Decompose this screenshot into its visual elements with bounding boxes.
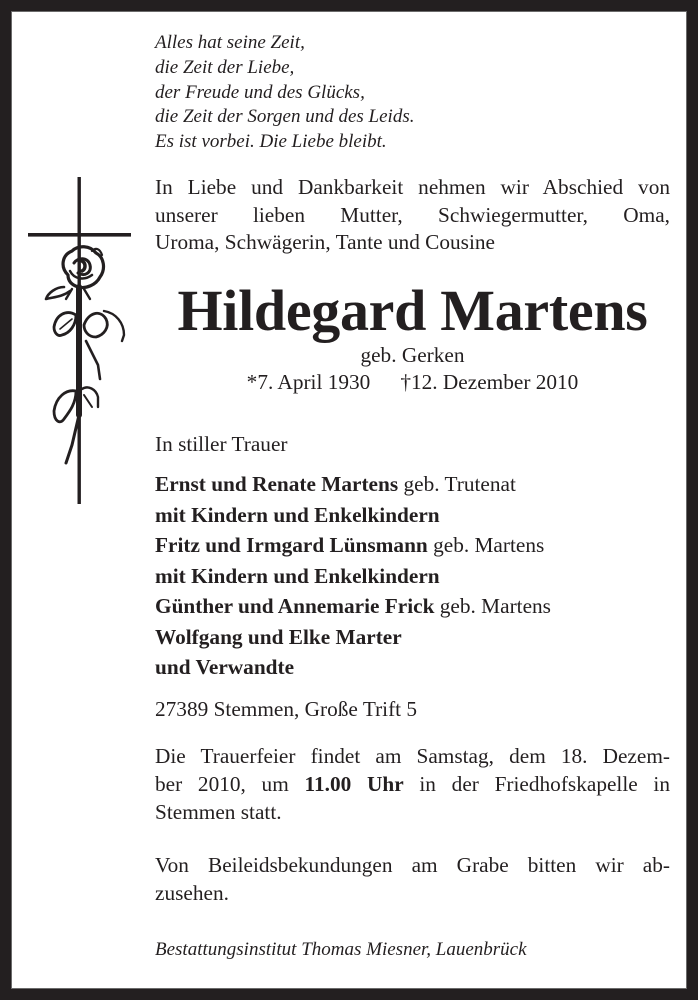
mourners-list bbox=[155, 469, 551, 683]
poem-line: der Freude und des Glücks, bbox=[155, 81, 365, 103]
maiden-name: geb. Gerken bbox=[360, 343, 465, 367]
mourner-suffix: geb. Martens bbox=[434, 594, 551, 618]
mourner-name: Fritz und Irmgard Lünsmann bbox=[155, 533, 428, 557]
death-symbol: † bbox=[400, 370, 411, 394]
undertaker: Bestattungsinstitut Thomas Miesner, Lauenbrück bbox=[155, 939, 527, 960]
funeral-text: in der Friedhofskapelle in bbox=[403, 772, 670, 796]
funeral-line: Die Trauerfeier findet am Samstag, dem 18. Dezem- bbox=[155, 744, 670, 768]
mourner-entry bbox=[155, 591, 551, 622]
mourners-label: In stiller Trauer bbox=[155, 432, 288, 456]
mourner-suffix: geb. Trutenat bbox=[398, 472, 516, 496]
birth-symbol: * bbox=[246, 370, 258, 394]
condolence-line: Von Beileidsbekundungen am Grabe bitten wir ab- bbox=[155, 853, 670, 877]
poem-line: Es ist vorbei. Die Liebe bleibt. bbox=[155, 131, 387, 153]
poem-line: die Zeit der Sorgen und des Leids. bbox=[155, 106, 415, 128]
funeral-text: ber 2010, um bbox=[155, 772, 305, 796]
mourner-entry bbox=[155, 530, 551, 561]
family-address: 27389 Stemmen, Große Trift 5 bbox=[155, 697, 418, 721]
life-dates bbox=[155, 369, 670, 395]
obituary-notice bbox=[11, 11, 687, 989]
poem-line: Alles hat seine Zeit, bbox=[155, 32, 305, 53]
mourner-name: Günther und Annemarie Frick bbox=[155, 594, 435, 618]
funeral-line bbox=[155, 770, 670, 798]
mourner-name: mit Kindern und Enkelkindern bbox=[155, 563, 440, 588]
birth-date: 7. April 1930 bbox=[257, 370, 371, 394]
intro-line: unserer lieben Mutter, Schwiegermutter, Oma, bbox=[155, 202, 670, 227]
funeral-info bbox=[155, 742, 670, 826]
condolence-line: zusehen. bbox=[155, 881, 229, 905]
funeral-time: 11.00 Uhr bbox=[304, 772, 404, 796]
mourner-entry bbox=[155, 622, 551, 653]
death-date: 12. Dezember 2010 bbox=[410, 370, 579, 394]
mourner-suffix: geb. Martens bbox=[427, 533, 545, 557]
intro-line: Uroma, Schwägerin, Tante und Cousine bbox=[155, 230, 495, 255]
cross-with-rose-icon bbox=[26, 175, 136, 510]
mourner-name: Wolfgang und Elke Marter bbox=[155, 624, 402, 649]
mourner-entry bbox=[155, 652, 551, 683]
mourner-entry bbox=[155, 561, 551, 592]
mourner-name: mit Kindern und Enkelkindern bbox=[155, 502, 440, 527]
intro-text bbox=[155, 174, 670, 257]
mourner-entry bbox=[155, 469, 551, 500]
mourner-name: und Verwandte bbox=[155, 655, 295, 679]
condolence-note bbox=[155, 851, 670, 907]
mourner-entry bbox=[155, 500, 551, 531]
intro-line: In Liebe und Dankbarkeit nehmen wir Abschied von bbox=[155, 175, 670, 199]
poem-line: die Zeit der Liebe, bbox=[155, 56, 295, 78]
mourner-name: Ernst und Renate Martens bbox=[155, 472, 399, 496]
poem bbox=[155, 31, 414, 155]
funeral-line: Stemmen statt. bbox=[155, 800, 282, 824]
rose-icon bbox=[46, 247, 124, 463]
deceased-name: Hildegard Martens bbox=[177, 278, 648, 343]
